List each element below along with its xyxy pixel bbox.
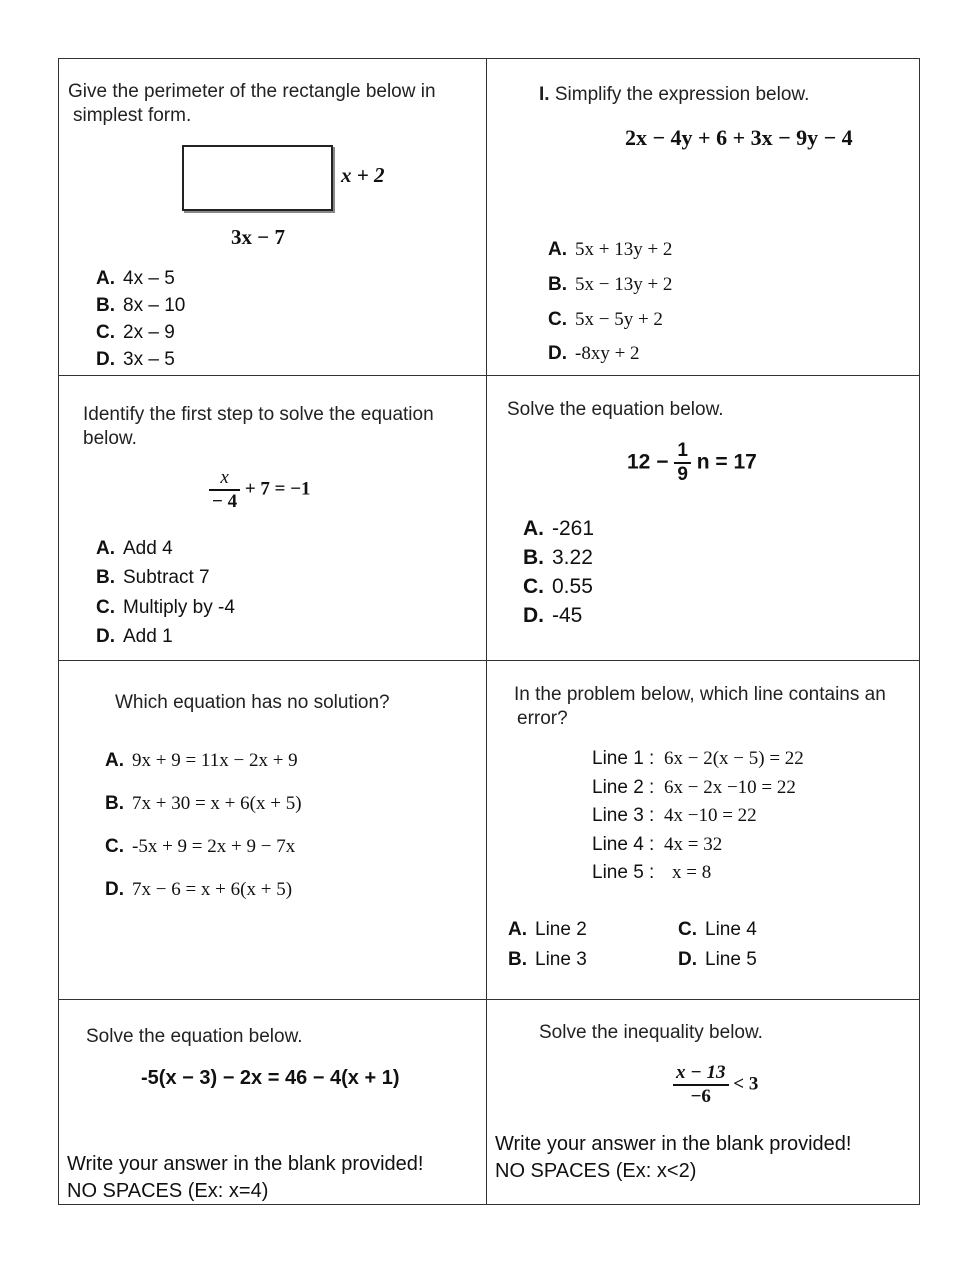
rectangle-bottom-label: 3x − 7 xyxy=(231,225,285,249)
q3-prompt-line2: below. xyxy=(83,428,137,449)
q1-option-a[interactable]: A. 4x – 5 xyxy=(96,268,175,289)
q6-option-c[interactable]: C. Line 4 xyxy=(678,919,757,940)
q4-option-a[interactable]: A. -261 xyxy=(523,517,595,540)
question-cell-first-step xyxy=(59,376,487,661)
q3-option-b[interactable]: B. Subtract 7 xyxy=(96,567,210,588)
q4-option-c[interactable]: C. 0.55 xyxy=(523,575,593,598)
question-cell-no-solution xyxy=(59,661,487,1000)
q7-prompt: Solve the equation below. xyxy=(86,1026,303,1047)
question-cell-find-error xyxy=(487,661,920,1000)
q3-equation: $\frac{x}{- 4}$ + 7 = −1 xyxy=(209,467,311,513)
q6-option-d[interactable]: D. Line 5 xyxy=(678,949,757,970)
q1-prompt-line1: Give the perimeter of the rectangle below in xyxy=(68,81,436,102)
rectangle-side-label: x + 2 xyxy=(341,163,385,187)
work-line-3: Line 3 : 4x −10 = 22 xyxy=(592,805,757,826)
q8-prompt: Solve the inequality below. xyxy=(539,1022,763,1043)
q4-equation: 12 − $\frac{1}{9}$ n = 17 xyxy=(627,440,757,485)
q5-option-d[interactable]: D. 7x − 6 = x + 6(x + 5) xyxy=(105,879,293,900)
q5-option-c[interactable]: C. -5x + 9 = 2x + 9 − 7x xyxy=(105,836,296,857)
q2-option-a[interactable]: A. 5x + 13y + 2 xyxy=(548,239,673,260)
q3-option-d[interactable]: D. Add 1 xyxy=(96,626,173,647)
question-cell-perimeter xyxy=(59,59,487,376)
q3-prompt-line1: Identify the first step to solve the equation xyxy=(83,404,434,425)
question-cell-solve-fraction xyxy=(487,376,920,661)
q4-prompt: Solve the equation below. xyxy=(507,399,724,420)
q2-prompt: I. Simplify the expression below. xyxy=(539,84,810,105)
q1-option-b[interactable]: B. 8x – 10 xyxy=(96,295,186,316)
q5-option-a[interactable]: A. 9x + 9 = 11x − 2x + 9 xyxy=(105,750,298,771)
q1-option-c[interactable]: C. 2x – 9 xyxy=(96,322,175,343)
q8-note-line2: NO SPACES (Ex: x<2) xyxy=(495,1160,697,1182)
q1-prompt-line2: simplest form. xyxy=(73,105,192,126)
q7-equation: -5(x − 3) − 2x = 46 − 4(x + 1) xyxy=(141,1067,400,1089)
q6-prompt-line1: In the problem below, which line contains an xyxy=(514,684,886,705)
q6-prompt-line2: error? xyxy=(517,708,568,729)
q2-option-c[interactable]: C. 5x − 5y + 2 xyxy=(548,309,663,330)
work-line-1: Line 1 : 6x − 2(x − 5) = 22 xyxy=(592,748,804,769)
q6-option-a[interactable]: A. Line 2 xyxy=(508,919,587,940)
q8-note-line1: Write your answer in the blank provided! xyxy=(495,1133,852,1155)
q3-option-a[interactable]: A. Add 4 xyxy=(96,538,173,559)
q4-option-d[interactable]: D. -45 xyxy=(523,604,583,627)
work-line-4: Line 4 : 4x = 32 xyxy=(592,833,723,855)
question-cell-solve-inequality xyxy=(487,1000,920,1205)
question-cell-solve-equation xyxy=(59,1000,487,1205)
work-line-5: Line 5 : x = 8 xyxy=(592,862,712,883)
question-cell-simplify xyxy=(487,59,920,376)
q8-inequality: $\frac{x - 13}{-6}$ < 3 xyxy=(673,1062,758,1108)
q7-note-line2: NO SPACES (Ex: x=4) xyxy=(67,1180,269,1202)
q2-option-b[interactable]: B. 5x − 13y + 2 xyxy=(548,274,673,295)
q5-prompt: Which equation has no solution? xyxy=(115,692,390,713)
worksheet-grid xyxy=(58,58,920,1205)
q4-option-b[interactable]: B. 3.22 xyxy=(523,546,593,569)
q2-option-d[interactable]: D. -8xy + 2 xyxy=(548,343,640,364)
work-line-2: Line 2 : 6x − 2x −10 = 22 xyxy=(592,776,796,798)
q6-work-lines xyxy=(592,745,804,888)
q2-expression: 2x − 4y + 6 + 3x − 9y − 4 xyxy=(625,125,853,150)
q5-option-b[interactable]: B. 7x + 30 = x + 6(x + 5) xyxy=(105,793,302,814)
q3-option-c[interactable]: C. Multiply by -4 xyxy=(96,597,235,618)
rectangle-figure xyxy=(182,145,333,211)
q1-option-d[interactable]: D. 3x – 5 xyxy=(96,349,175,370)
q7-note-line1: Write your answer in the blank provided! xyxy=(67,1153,424,1175)
q6-option-b[interactable]: B. Line 3 xyxy=(508,949,587,970)
